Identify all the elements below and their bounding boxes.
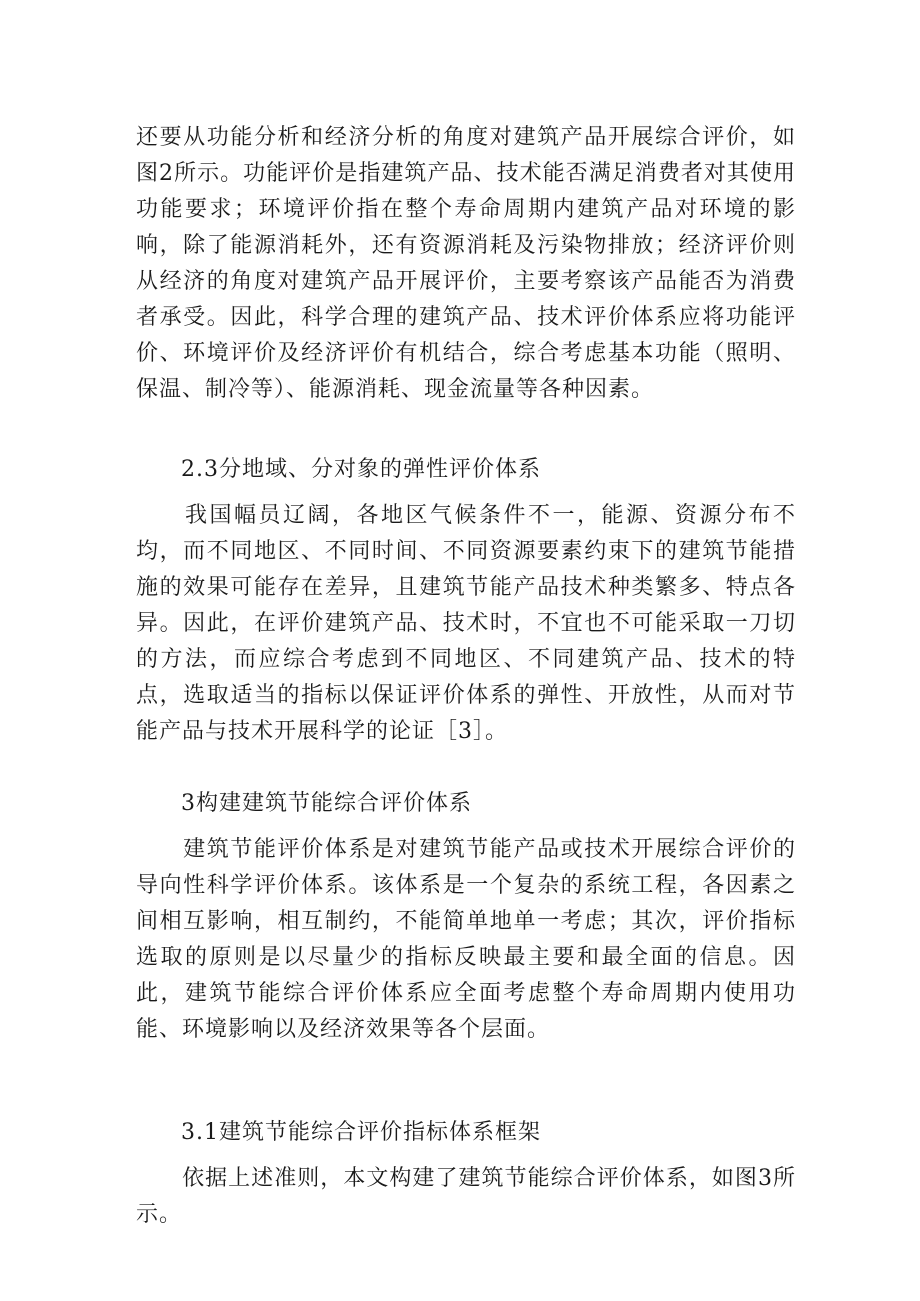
- paragraph-elastic-evaluation: 我国幅员辽阔，各地区气候条件不一，能源、资源分布不均，而不同地区、不同时间、不同资源要素约束下的建筑节能措施的效果可能存在差异，且建筑节能产品技术种类繁多、特点各异。因此，在评价建筑产品、技术时，不宜也不可能采取一刀切的方法，而应综合考虑到不同地区、不同建筑产品、技术的特点，选取适当的指标以保证评价体系的弹性、开放性，从而对节能产品与技术开展科学的论证［3］。: [136, 503, 796, 744]
- paragraph-evaluation-functions: 还要从功能分析和经济分析的角度对建筑产品开展综合评价，如图2所示。功能评价是指建筑产品、技术能否满足消费者对其使用功能要求；环境评价指在整个寿命周期内建筑产品对环境的影响，除了能源消耗外，还有资源消耗及污染物排放；经济评价则从经济的角度对建筑产品开展评价，主要考察该产品能否为消费者承受。因此，科学合理的建筑产品、技术评价体系应将功能评价、环境评价及经济评价有机结合，综合考虑基本功能（照明、保温、制冷等）、能源消耗、现金流量等各种因素。: [136, 125, 796, 402]
- paragraph-framework-intro: 依据上述准则，本文构建了建筑节能综合评价体系，如图3所示。: [136, 1166, 796, 1227]
- section-heading-3: 3构建建筑节能综合评价体系: [181, 791, 472, 816]
- section-heading-3-1: 3.1建筑节能综合评价指标体系框架: [181, 1120, 541, 1145]
- section-heading-2-3: 2.3分地域、分对象的弹性评价体系: [181, 457, 541, 482]
- paragraph-system-construction: 建筑节能评价体系是对建筑节能产品或技术开展综合评价的导向性科学评价体系。该体系是一个复杂的系统工程，各因素之间相互影响，相互制约，不能简单地单一考虑；其次，评价指标选取的原则是以尽量少的指标反映最主要和最全面的信息。因此，建筑节能综合评价体系应全面考虑整个寿命周期内使用功能、环境影响以及经济效果等各个层面。: [136, 837, 796, 1042]
